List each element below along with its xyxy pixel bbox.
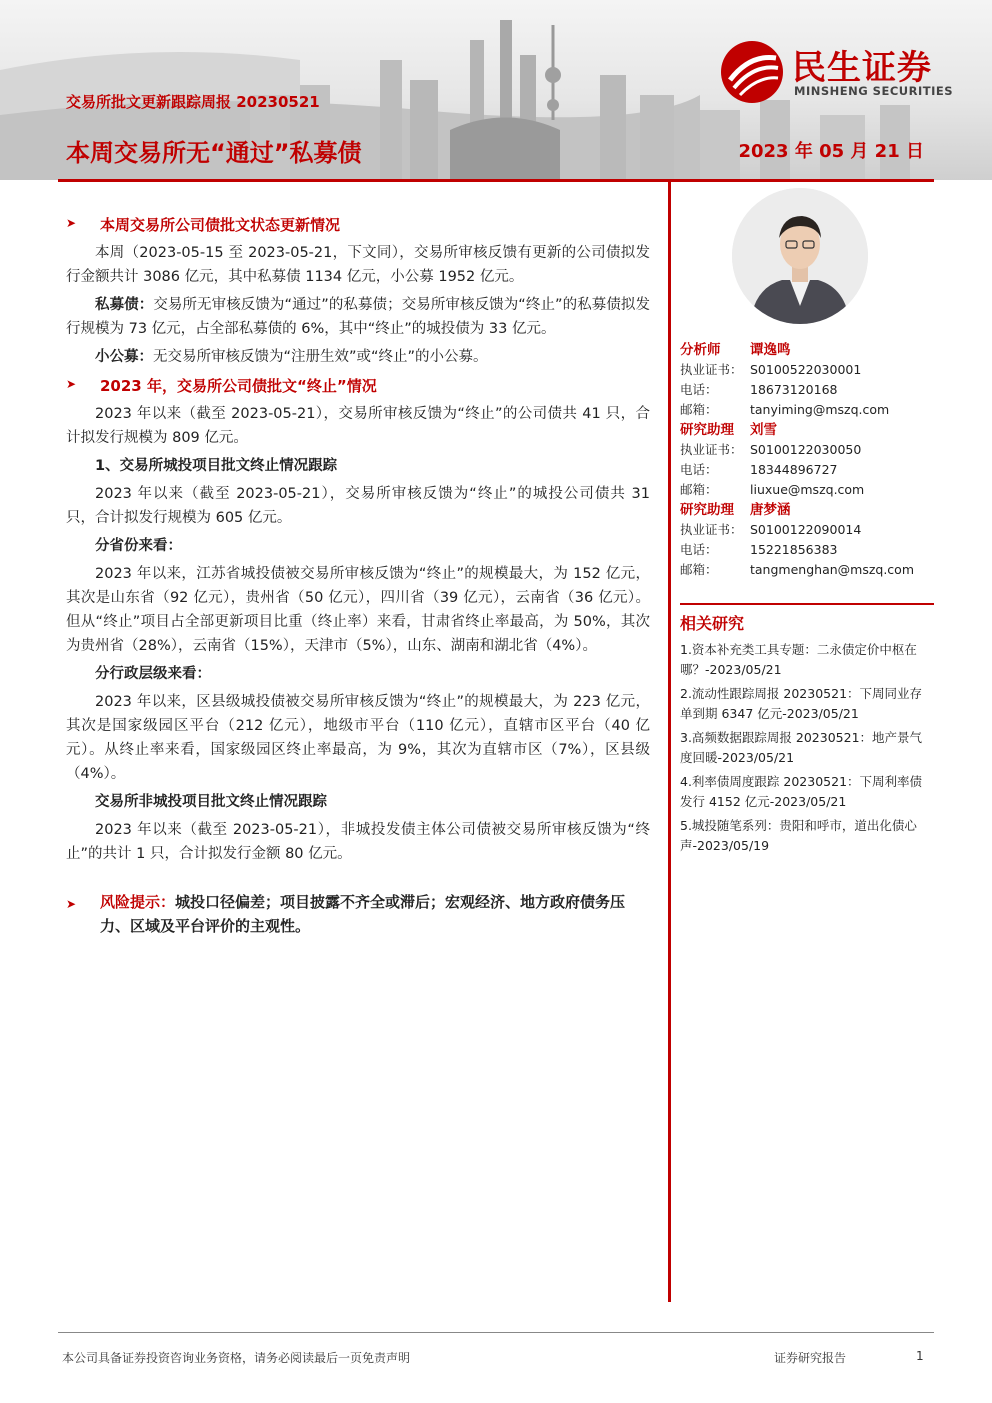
analyst-block: 分析师 谭逸鸣 执业证书： S0100522030001 电话： 18673120168 邮箱： tanyiming@mszq.com bbox=[680, 342, 890, 417]
subheading: 分省份来看： bbox=[95, 538, 182, 554]
logo-english-name: MINSHENG SECURITIES bbox=[794, 84, 953, 98]
paragraph: 2023 年以来，区县级城投债被交易所审核反馈为“终止”的规模最大，为 223 亿元，其次是国家级园区平台（212 亿元），地级市平台（110 亿元），直辖市区平台（40 亿元）。从终止率来看，国家级园区终止率最高，为 9%，其次为直辖市区（7%），区县级（4%）。 bbox=[66, 694, 650, 782]
paragraph: 2023 年以来（截至 2023-05-21），交易所审核反馈为“终止”的城投公司债共 31 只，合计拟发行规模为 605 亿元。 bbox=[66, 486, 650, 526]
paragraph: 2023 年以来，江苏省城投债被交易所审核反馈为“终止”的规模最大，为 152 亿元，其次是山东省（92 亿元），贵州省（50 亿元），四川省（39 亿元），云南省（36 亿元）。但从“终止”项目占全部更新项目比重（终止率）来看，甘肃省终止率最高，为 50%，其次为贵州省（28%），云南省（15%），天津市（5%），山东、湖南和湖北省（4%）。 bbox=[66, 566, 650, 654]
analyst-portrait-image bbox=[732, 188, 868, 324]
minsheng-logo-icon bbox=[720, 40, 784, 104]
report-date: 2023 年 05 月 21 日 bbox=[738, 141, 924, 162]
header-banner bbox=[0, 0, 992, 180]
paragraph: 私募债：交易所无审核反馈为“通过”的私募债；交易所审核反馈为“终止”的私募债拟发行规模为 73 亿元，占全部私募债的 6%，其中“终止”的城投债为 33 亿元。 bbox=[66, 297, 651, 337]
subheading: 1、交易所城投项目批文终止情况跟踪 bbox=[95, 458, 338, 474]
bullet-arrow-icon: ➤ bbox=[66, 377, 77, 391]
email-link[interactable]: tangmenghan@mszq.com bbox=[750, 562, 915, 577]
paragraph: 本周（2023-05-15 至 2023-05-21，下文同），交易所审核反馈有更新的公司债拟发行金额共计 3086 亿元，其中私募债 1134 亿元，小公募 1952 亿元。 bbox=[66, 245, 650, 285]
footer-report-type: 证券研究报告 bbox=[774, 1351, 847, 1365]
subheading: 分行政层级来看： bbox=[95, 666, 211, 682]
related-item[interactable]: 3.高频数据跟踪周报 20230521：地产景气度回暖-2023/05/21 bbox=[680, 730, 923, 765]
related-item[interactable]: 4.利率债周度跟踪 20230521：下周利率债发行 4152 亿元-2023/05/21 bbox=[680, 774, 923, 809]
risk-warning: ➤ 风险提示：城投口径偏差；项目披露不齐全或滞后；宏观经济、地方政府债务压力、区域及平台评价的主观性。 bbox=[66, 890, 650, 938]
header-divider bbox=[58, 179, 934, 182]
related-research-title: 相关研究 bbox=[680, 614, 745, 633]
paragraph: 2023 年以来（截至 2023-05-21），交易所审核反馈为“终止”的公司债共 41 只，合计拟发行规模为 809 亿元。 bbox=[66, 406, 650, 446]
analyst-info bbox=[680, 340, 934, 580]
email-link[interactable]: liuxue@mszq.com bbox=[750, 482, 865, 497]
bullet-arrow-icon: ➤ bbox=[66, 897, 77, 911]
page-number: 1 bbox=[916, 1349, 924, 1363]
related-research bbox=[680, 603, 934, 860]
company-logo bbox=[718, 38, 968, 108]
analyst-photo bbox=[732, 188, 868, 324]
report-series: 交易所批文更新跟踪周报 20230521 bbox=[66, 93, 320, 111]
footer-divider bbox=[58, 1332, 934, 1333]
subheading: 交易所非城投项目批文终止情况跟踪 bbox=[95, 794, 327, 810]
analyst-block: 研究助理 刘雪 执业证书： S0100122030050 电话： 18344896727 邮箱： liuxue@mszq.com bbox=[680, 422, 865, 497]
bullet-arrow-icon: ➤ bbox=[66, 216, 77, 230]
paragraph: 2023 年以来（截至 2023-05-21），非城投发债主体公司债被交易所审核反馈为“终止”的共计 1 只，合计拟发行金额 80 亿元。 bbox=[66, 822, 650, 862]
related-item[interactable]: 5.城投随笔系列：贵阳和呼市，道出化债心声-2023/05/19 bbox=[680, 818, 917, 853]
section-heading: ➤ 2023 年，交易所公司债批文“终止”情况 bbox=[66, 377, 377, 395]
main-content bbox=[66, 208, 650, 938]
footer-disclaimer: 本公司具备证券投资咨询业务资格，请务必阅读最后一页免责声明 bbox=[62, 1351, 411, 1365]
column-divider bbox=[668, 182, 671, 1302]
paragraph: 小公募：无交易所审核反馈为“注册生效”或“终止”的小公募。 bbox=[95, 349, 488, 365]
related-item[interactable]: 1.资本补充类工具专题：二永债定价中枢在哪？-2023/05/21 bbox=[680, 642, 917, 677]
email-link[interactable]: tanyiming@mszq.com bbox=[750, 402, 890, 417]
related-item[interactable]: 2.流动性跟踪周报 20230521：下周同业存单到期 6347 亿元-2023/05/21 bbox=[680, 686, 923, 721]
logo-chinese-name: 民生证券 bbox=[792, 48, 932, 88]
page-title: 本周交易所无“通过”私募债 bbox=[66, 139, 362, 167]
analyst-block: 研究助理 唐梦涵 执业证书： S0100122090014 电话： 15221856383 邮箱： tangmenghan@mszq.com bbox=[680, 502, 915, 577]
section-heading: ➤ 本周交易所公司债批文状态更新情况 bbox=[66, 216, 341, 234]
